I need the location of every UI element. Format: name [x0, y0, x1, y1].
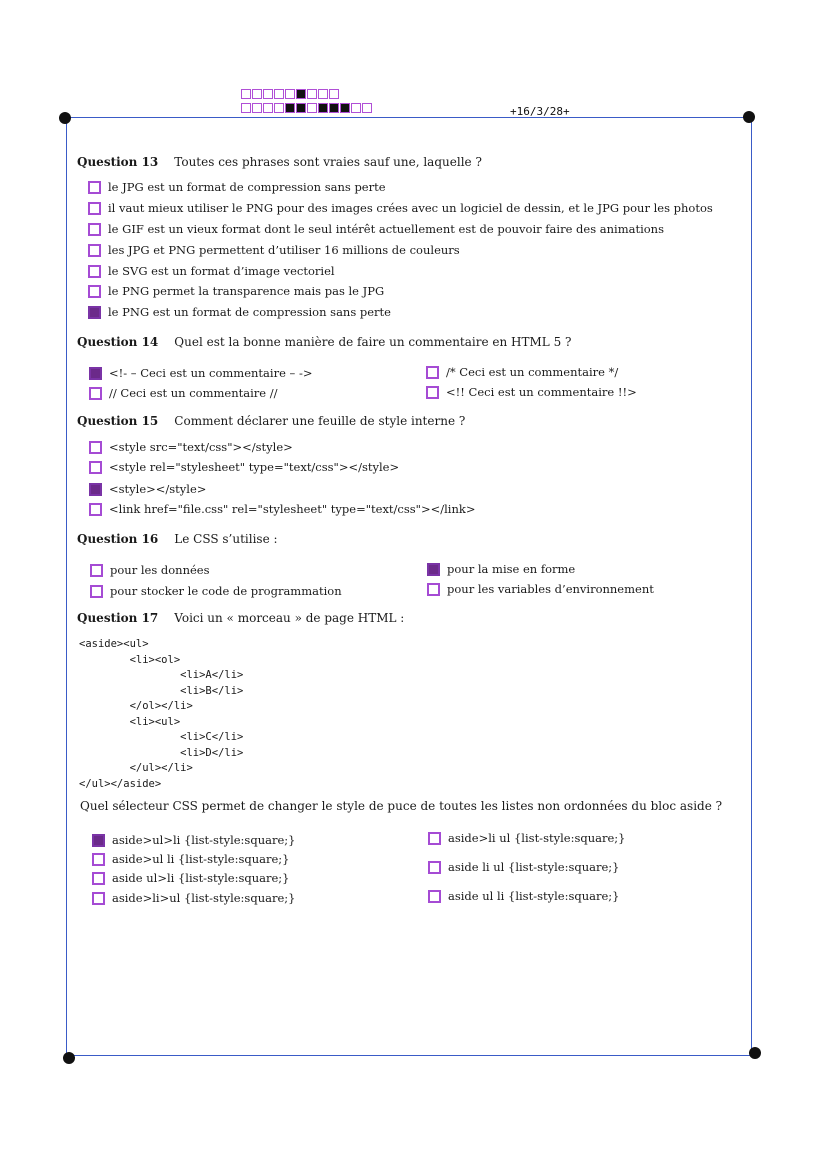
- q16-option-2[interactable]: [90, 584, 342, 598]
- q13-option-3[interactable]: [88, 222, 664, 236]
- option-text: /* Ceci est un commentaire */: [446, 365, 619, 379]
- option-text: aside ul>li {list-style:square;}: [112, 871, 290, 885]
- question-17-prompt: Quel sélecteur CSS permet de changer le style de puce de toutes les listes non ordonnées du bloc aside ?: [80, 799, 723, 813]
- answer-checkbox[interactable]: [92, 872, 105, 885]
- id-boxes-row-2: [241, 103, 373, 113]
- answer-checkbox[interactable]: [89, 503, 102, 516]
- question-label: Question 13: [77, 155, 159, 169]
- q14-option-4[interactable]: [426, 385, 637, 399]
- id-row-2-box: [351, 103, 361, 113]
- id-row-2-box: [241, 103, 251, 113]
- id-row-2-box: [329, 103, 339, 113]
- option-text: pour les variables d’environnement: [447, 582, 654, 596]
- id-row-2-box: [252, 103, 262, 113]
- answer-checkbox[interactable]: [89, 367, 102, 380]
- id-row-2-box: [307, 103, 317, 113]
- answer-checkbox[interactable]: [427, 583, 440, 596]
- question-text: Comment déclarer une feuille de style interne ?: [174, 414, 466, 428]
- option-text: <!! Ceci est un commentaire !!>: [446, 385, 637, 399]
- option-text: pour les données: [110, 563, 210, 577]
- q17-option-6[interactable]: [428, 860, 620, 874]
- answer-checkbox[interactable]: [92, 892, 105, 905]
- frame-bottom-line: [70, 1055, 756, 1056]
- option-text: aside ul li {list-style:square;}: [448, 889, 620, 903]
- answer-checkbox[interactable]: [88, 285, 101, 298]
- q13-option-6[interactable]: [88, 284, 384, 298]
- answer-checkbox[interactable]: [89, 483, 102, 496]
- id-row-2-box: [362, 103, 372, 113]
- option-text: le PNG permet la transparence mais pas le JPG: [108, 284, 385, 298]
- page-code: +16/3/28+: [510, 105, 570, 118]
- id-row-2-box: [296, 103, 306, 113]
- q16-option-3[interactable]: [427, 562, 575, 576]
- answer-checkbox[interactable]: [88, 306, 101, 319]
- q17-option-4[interactable]: [92, 891, 295, 905]
- frame-right-line: [751, 117, 752, 1055]
- id-row-2-box: [340, 103, 350, 113]
- q17-option-7[interactable]: [428, 889, 620, 903]
- question-text: Le CSS s’utilise :: [174, 532, 278, 546]
- id-boxes-row-1: [241, 89, 340, 99]
- answer-checkbox[interactable]: [88, 244, 101, 257]
- answer-checkbox[interactable]: [88, 202, 101, 215]
- answer-checkbox[interactable]: [92, 834, 105, 847]
- option-text: <link href="file.css" rel="stylesheet" type="text/css"></link>: [109, 502, 476, 516]
- option-text: aside>ul li {list-style:square;}: [112, 852, 290, 866]
- answer-checkbox[interactable]: [92, 853, 105, 866]
- option-text: <!- – Ceci est un commentaire – ->: [109, 366, 313, 380]
- q17-option-5[interactable]: [428, 831, 625, 845]
- question-label: Question 16: [77, 532, 159, 546]
- option-text: aside>li ul {list-style:square;}: [448, 831, 626, 845]
- answer-checkbox[interactable]: [428, 832, 441, 845]
- id-row-1-box: [296, 89, 306, 99]
- id-row-1-box: [241, 89, 251, 99]
- id-row-1-box: [318, 89, 328, 99]
- q13-option-5[interactable]: [88, 264, 335, 278]
- option-text: les JPG et PNG permettent d’utiliser 16 millions de couleurs: [108, 243, 460, 257]
- id-row-2-box: [274, 103, 284, 113]
- corner-marker-top-left: [59, 112, 71, 124]
- option-text: // Ceci est un commentaire //: [109, 386, 278, 400]
- question-label: Question 14: [77, 335, 159, 349]
- option-text: <style rel="stylesheet" type="text/css"></style>: [109, 460, 400, 474]
- option-text: le JPG est un format de compression sans perte: [108, 180, 386, 194]
- q13-option-7[interactable]: [88, 305, 391, 319]
- question-17-heading: [77, 611, 404, 625]
- corner-marker-bottom-right: [749, 1047, 761, 1059]
- frame-top-line: [66, 117, 750, 118]
- answer-checkbox[interactable]: [89, 461, 102, 474]
- q16-option-4[interactable]: [427, 582, 654, 596]
- answer-checkbox[interactable]: [88, 265, 101, 278]
- option-text: aside li ul {list-style:square;}: [448, 860, 620, 874]
- q13-option-4[interactable]: [88, 243, 460, 257]
- answer-checkbox[interactable]: [88, 223, 101, 236]
- answer-checkbox[interactable]: [426, 366, 439, 379]
- q15-option-3[interactable]: [89, 482, 206, 496]
- answer-checkbox[interactable]: [89, 441, 102, 454]
- option-text: le GIF est un vieux format dont le seul intérêt actuellement est de pouvoir faire des animations: [108, 222, 664, 236]
- id-row-2-box: [263, 103, 273, 113]
- option-text: <style src="text/css"></style>: [109, 440, 293, 454]
- answer-checkbox[interactable]: [428, 890, 441, 903]
- q17-option-3[interactable]: [92, 871, 289, 885]
- option-text: pour la mise en forme: [447, 562, 576, 576]
- answer-checkbox[interactable]: [428, 861, 441, 874]
- option-text: le SVG est un format d’image vectoriel: [108, 264, 335, 278]
- q14-option-1[interactable]: [89, 366, 312, 380]
- frame-left-line: [66, 117, 67, 1057]
- q17-option-2[interactable]: [92, 852, 289, 866]
- question-16-heading: [77, 532, 278, 546]
- html-code-snippet: <aside><ul> <li><ol> <li>A</li> <li>B</li> </ol></li> <li><ul> <li>C</li> <li>D</li> </ul></li> </ul></aside>: [79, 638, 244, 790]
- q13-option-2[interactable]: [88, 201, 713, 215]
- id-row-1-box: [263, 89, 273, 99]
- q14-option-3[interactable]: [426, 365, 618, 379]
- answer-checkbox[interactable]: [88, 181, 101, 194]
- corner-marker-top-right: [743, 111, 755, 123]
- question-text: Voici un « morceau » de page HTML :: [174, 611, 405, 625]
- question-13-heading: [77, 155, 482, 169]
- option-text: le PNG est un format de compression sans perte: [108, 305, 391, 319]
- q17-option-1[interactable]: [92, 833, 295, 847]
- question-label: Question 17: [77, 611, 159, 625]
- answer-checkbox[interactable]: [427, 563, 440, 576]
- option-text: <style></style>: [109, 482, 207, 496]
- option-text: aside>li>ul {list-style:square;}: [112, 891, 296, 905]
- option-text: aside>ul>li {list-style:square;}: [112, 833, 296, 847]
- q15-option-4[interactable]: [89, 502, 475, 516]
- question-text: Toutes ces phrases sont vraies sauf une, laquelle ?: [174, 155, 482, 169]
- answer-checkbox[interactable]: [89, 387, 102, 400]
- q13-option-1[interactable]: [88, 180, 386, 194]
- option-text: il vaut mieux utiliser le PNG pour des images crées avec un logiciel de dessin, et le JPG pour les photos: [108, 201, 713, 215]
- answer-checkbox[interactable]: [426, 386, 439, 399]
- q15-option-2[interactable]: [89, 460, 399, 474]
- q14-option-2[interactable]: [89, 386, 278, 400]
- corner-marker-bottom-left: [63, 1052, 75, 1064]
- answer-checkbox[interactable]: [90, 564, 103, 577]
- question-label: Question 15: [77, 414, 159, 428]
- id-row-1-box: [307, 89, 317, 99]
- question-14-heading: [77, 335, 571, 349]
- id-row-1-box: [329, 89, 339, 99]
- option-text: pour stocker le code de programmation: [110, 584, 342, 598]
- q15-option-1[interactable]: [89, 440, 293, 454]
- id-row-2-box: [285, 103, 295, 113]
- id-row-2-box: [318, 103, 328, 113]
- answer-checkbox[interactable]: [90, 585, 103, 598]
- question-text: Quel est la bonne manière de faire un commentaire en HTML 5 ?: [174, 335, 572, 349]
- id-row-1-box: [274, 89, 284, 99]
- question-15-heading: [77, 414, 465, 428]
- id-row-1-box: [252, 89, 262, 99]
- id-row-1-box: [285, 89, 295, 99]
- q16-option-1[interactable]: [90, 563, 210, 577]
